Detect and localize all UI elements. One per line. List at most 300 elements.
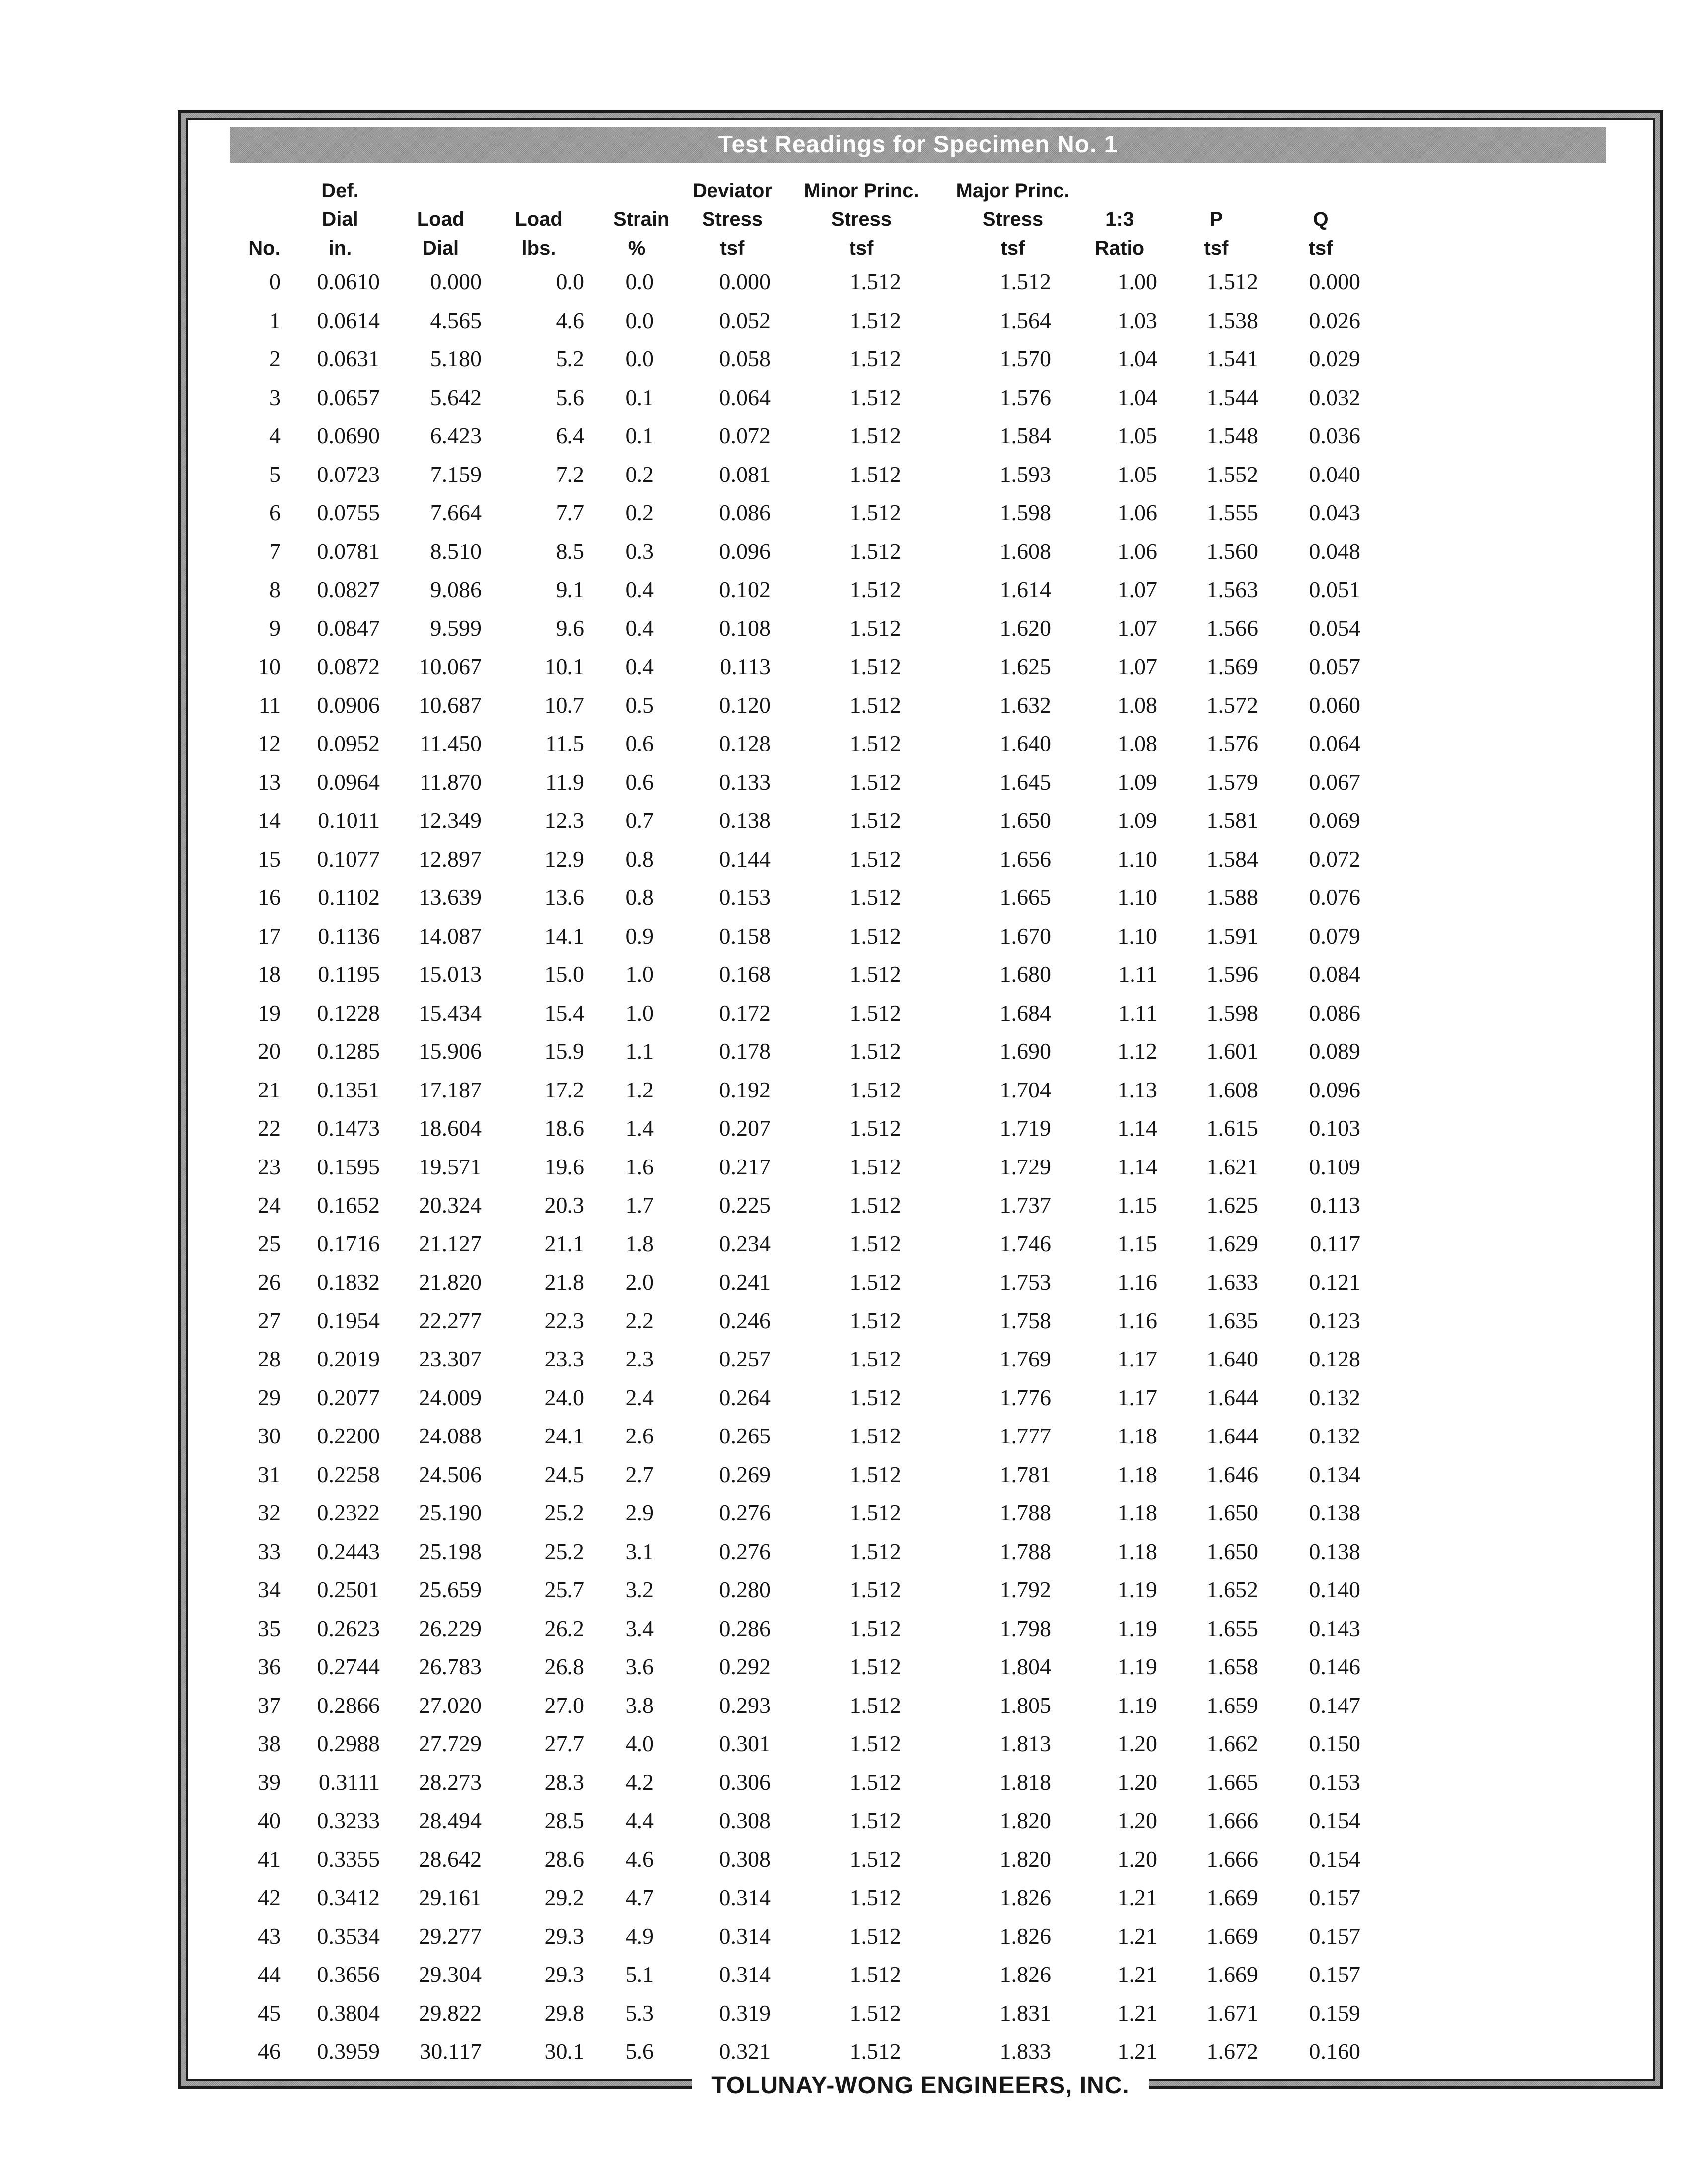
cell-no: 25: [258, 1230, 281, 1256]
cell-strain-pct: 0.4: [625, 615, 654, 641]
cell-strain-pct: 0.4: [625, 654, 654, 680]
cell-strain-pct: 2.2: [625, 1307, 654, 1333]
cell-strain-pct: 0.9: [625, 923, 654, 949]
cell-load-dial: 19.571: [419, 1154, 482, 1179]
cell-def-dial-in: 0.0631: [317, 346, 380, 372]
cell-load-dial: 9.086: [430, 577, 482, 603]
table-row: [213, 1494, 1370, 1532]
cell-strain-pct: 0.5: [625, 692, 654, 718]
cell-load-lbs: 24.0: [544, 1384, 584, 1410]
cell-load-dial: 15.906: [419, 1038, 482, 1064]
cell-minor-princ-stress-tsf: 1.512: [850, 1808, 901, 1834]
cell-load-lbs: 24.1: [544, 1423, 584, 1449]
cell-q-tsf: 0.113: [1310, 1192, 1360, 1218]
column-header-line: tsf: [720, 237, 745, 259]
table-row: [213, 263, 1370, 301]
cell-p-tsf: 1.644: [1206, 1384, 1258, 1410]
cell-def-dial-in: 0.0827: [317, 577, 380, 603]
cell-load-lbs: 27.7: [544, 1731, 584, 1757]
column-header-line: tsf: [1204, 237, 1229, 259]
cell-no: 42: [258, 1885, 281, 1911]
cell-q-tsf: 0.057: [1309, 654, 1360, 680]
cell-p-tsf: 1.662: [1206, 1731, 1258, 1757]
cell-deviator-stress-tsf: 0.308: [719, 1846, 771, 1872]
cell-major-princ-stress-tsf: 1.805: [999, 1692, 1051, 1718]
cell-ratio-1-3: 1.17: [1117, 1384, 1157, 1410]
readings-table: [213, 176, 1370, 2071]
cell-load-lbs: 26.2: [544, 1615, 584, 1641]
table-row: [213, 1032, 1370, 1071]
cell-load-lbs: 30.1: [544, 2039, 584, 2064]
cell-strain-pct: 1.0: [625, 961, 654, 987]
cell-minor-princ-stress-tsf: 1.512: [850, 2039, 901, 2064]
cell-major-princ-stress-tsf: 1.576: [999, 384, 1051, 410]
cell-major-princ-stress-tsf: 1.665: [999, 885, 1051, 910]
cell-ratio-1-3: 1.20: [1117, 1731, 1157, 1757]
cell-def-dial-in: 0.0755: [317, 500, 380, 526]
cell-no: 12: [258, 731, 281, 756]
cell-no: 23: [258, 1154, 281, 1179]
cell-no: 8: [269, 577, 281, 603]
column-header-line: Dial: [322, 208, 358, 230]
cell-p-tsf: 1.652: [1206, 1577, 1258, 1603]
cell-deviator-stress-tsf: 0.207: [719, 1115, 771, 1141]
cell-ratio-1-3: 1.16: [1117, 1269, 1157, 1295]
column-header-load-dial: [392, 176, 489, 263]
cell-minor-princ-stress-tsf: 1.512: [850, 1000, 901, 1025]
cell-load-dial: 20.324: [419, 1192, 482, 1218]
table-row: [213, 763, 1370, 802]
cell-ratio-1-3: 1.10: [1117, 846, 1157, 872]
cell-major-princ-stress-tsf: 1.640: [999, 731, 1051, 756]
cell-minor-princ-stress-tsf: 1.512: [850, 1038, 901, 1064]
cell-p-tsf: 1.548: [1206, 423, 1258, 449]
cell-q-tsf: 0.026: [1309, 307, 1360, 333]
column-header-line: Deviator: [692, 180, 773, 202]
cell-q-tsf: 0.079: [1309, 923, 1360, 949]
cell-no: 18: [258, 961, 281, 987]
table-row: [213, 878, 1370, 917]
table-row: [213, 609, 1370, 648]
cell-p-tsf: 1.588: [1206, 885, 1258, 910]
cell-load-lbs: 15.0: [544, 961, 584, 987]
cell-def-dial-in: 0.1228: [317, 1000, 380, 1025]
title-bar: [230, 127, 1606, 163]
cell-ratio-1-3: 1.21: [1117, 1962, 1157, 1987]
cell-q-tsf: 0.051: [1309, 577, 1360, 603]
cell-load-lbs: 0.0: [556, 269, 584, 295]
cell-load-dial: 30.117: [420, 2039, 482, 2064]
cell-strain-pct: 1.2: [625, 1077, 654, 1102]
cell-no: 37: [258, 1692, 281, 1718]
column-header-ratio-1-3: [1077, 176, 1162, 263]
cell-def-dial-in: 0.1595: [317, 1154, 380, 1179]
cell-deviator-stress-tsf: 0.217: [719, 1154, 771, 1179]
cell-strain-pct: 3.6: [625, 1654, 654, 1680]
cell-minor-princ-stress-tsf: 1.512: [850, 423, 901, 449]
column-header-line: Def.: [321, 180, 359, 202]
table-row: [213, 1763, 1370, 1802]
cell-strain-pct: 2.9: [625, 1500, 654, 1526]
cell-q-tsf: 0.134: [1309, 1461, 1360, 1487]
cell-major-princ-stress-tsf: 1.792: [999, 1577, 1051, 1603]
cell-p-tsf: 1.669: [1206, 1962, 1258, 1987]
cell-deviator-stress-tsf: 0.308: [719, 1808, 771, 1834]
cell-q-tsf: 0.043: [1309, 500, 1360, 526]
column-header-line: tsf: [1308, 237, 1333, 259]
cell-p-tsf: 1.659: [1206, 1692, 1258, 1718]
cell-minor-princ-stress-tsf: 1.512: [850, 384, 901, 410]
cell-load-dial: 23.307: [419, 1346, 482, 1372]
cell-no: 0: [269, 269, 281, 295]
cell-load-dial: 17.187: [419, 1077, 482, 1102]
cell-q-tsf: 0.157: [1309, 1885, 1360, 1911]
cell-p-tsf: 1.512: [1206, 269, 1258, 295]
cell-load-lbs: 8.5: [556, 538, 584, 564]
cell-p-tsf: 1.646: [1206, 1461, 1258, 1487]
cell-q-tsf: 0.140: [1309, 1577, 1360, 1603]
cell-q-tsf: 0.040: [1309, 461, 1360, 487]
cell-major-princ-stress-tsf: 1.593: [999, 461, 1051, 487]
cell-major-princ-stress-tsf: 1.776: [999, 1384, 1051, 1410]
cell-minor-princ-stress-tsf: 1.512: [850, 1923, 901, 1949]
cell-q-tsf: 0.109: [1309, 1154, 1360, 1179]
header-row: [213, 176, 1370, 263]
cell-minor-princ-stress-tsf: 1.512: [850, 654, 901, 680]
cell-def-dial-in: 0.0657: [317, 384, 380, 410]
column-header-line: Stress: [702, 208, 763, 230]
column-header-line: [1077, 176, 1162, 205]
cell-load-dial: 21.820: [419, 1269, 482, 1295]
cell-strain-pct: 0.1: [625, 423, 654, 449]
cell-deviator-stress-tsf: 0.144: [719, 846, 771, 872]
cell-deviator-stress-tsf: 0.319: [719, 2000, 771, 2026]
cell-major-princ-stress-tsf: 1.690: [999, 1038, 1051, 1064]
cell-strain-pct: 2.7: [625, 1461, 654, 1487]
table-row: [213, 301, 1370, 340]
table-row: [213, 1647, 1370, 1686]
cell-major-princ-stress-tsf: 1.650: [999, 808, 1051, 833]
cell-deviator-stress-tsf: 0.138: [719, 808, 771, 833]
cell-no: 34: [258, 1577, 281, 1603]
column-header-line: Load: [515, 208, 563, 230]
cell-strain-pct: 0.8: [625, 885, 654, 910]
cell-strain-pct: 3.4: [625, 1615, 654, 1641]
cell-load-lbs: 19.6: [544, 1154, 584, 1179]
cell-ratio-1-3: 1.12: [1117, 1038, 1157, 1064]
cell-p-tsf: 1.579: [1206, 769, 1258, 795]
cell-def-dial-in: 0.0781: [317, 538, 380, 564]
cell-minor-princ-stress-tsf: 1.512: [850, 1230, 901, 1256]
footer: [692, 2073, 1149, 2099]
cell-def-dial-in: 0.1473: [317, 1115, 380, 1141]
cell-major-princ-stress-tsf: 1.656: [999, 846, 1051, 872]
table-row: [213, 416, 1370, 455]
cell-q-tsf: 0.132: [1309, 1384, 1360, 1410]
cell-strain-pct: 1.1: [625, 1038, 654, 1064]
column-header-deviator-stress-tsf: [660, 176, 775, 263]
cell-def-dial-in: 0.1136: [318, 923, 380, 949]
cell-minor-princ-stress-tsf: 1.512: [850, 1538, 901, 1564]
cell-q-tsf: 0.138: [1309, 1538, 1360, 1564]
cell-load-dial: 11.870: [420, 769, 482, 795]
cell-q-tsf: 0.048: [1309, 538, 1360, 564]
cell-no: 14: [258, 808, 281, 833]
cell-major-princ-stress-tsf: 1.804: [999, 1654, 1051, 1680]
cell-ratio-1-3: 1.09: [1117, 769, 1157, 795]
cell-q-tsf: 0.160: [1309, 2039, 1360, 2064]
cell-load-lbs: 11.5: [545, 731, 584, 756]
table-row: [213, 1724, 1370, 1763]
cell-load-dial: 24.009: [419, 1384, 482, 1410]
cell-major-princ-stress-tsf: 1.781: [999, 1461, 1051, 1487]
cell-def-dial-in: 0.1832: [317, 1269, 380, 1295]
cell-deviator-stress-tsf: 0.314: [719, 1962, 771, 1987]
cell-load-dial: 25.659: [419, 1577, 482, 1603]
table-row: [213, 1532, 1370, 1571]
cell-def-dial-in: 0.0906: [317, 692, 380, 718]
cell-load-lbs: 9.6: [556, 615, 584, 641]
cell-deviator-stress-tsf: 0.306: [719, 1769, 771, 1795]
cell-no: 10: [258, 654, 281, 680]
table-row: [213, 1609, 1370, 1648]
cell-strain-pct: 0.6: [625, 731, 654, 756]
cell-deviator-stress-tsf: 0.265: [719, 1423, 771, 1449]
cell-q-tsf: 0.159: [1309, 2000, 1360, 2026]
cell-deviator-stress-tsf: 0.158: [719, 923, 771, 949]
cell-major-princ-stress-tsf: 1.753: [999, 1269, 1051, 1295]
cell-load-lbs: 20.3: [544, 1192, 584, 1218]
cell-major-princ-stress-tsf: 1.570: [999, 346, 1051, 372]
table-row: [213, 1071, 1370, 1109]
cell-major-princ-stress-tsf: 1.831: [999, 2000, 1051, 2026]
cell-ratio-1-3: 1.18: [1117, 1461, 1157, 1487]
cell-deviator-stress-tsf: 0.276: [719, 1538, 771, 1564]
cell-ratio-1-3: 1.10: [1117, 923, 1157, 949]
cell-p-tsf: 1.669: [1206, 1923, 1258, 1949]
cell-q-tsf: 0.154: [1309, 1808, 1360, 1834]
cell-q-tsf: 0.036: [1309, 423, 1360, 449]
cell-major-princ-stress-tsf: 1.512: [999, 269, 1051, 295]
cell-q-tsf: 0.084: [1309, 961, 1360, 987]
cell-strain-pct: 4.6: [625, 1846, 654, 1872]
cell-strain-pct: 1.6: [625, 1154, 654, 1179]
cell-strain-pct: 3.1: [625, 1538, 654, 1564]
cell-strain-pct: 4.2: [625, 1769, 654, 1795]
cell-major-princ-stress-tsf: 1.826: [999, 1962, 1051, 1987]
cell-load-lbs: 12.9: [544, 846, 584, 872]
cell-def-dial-in: 0.2258: [317, 1461, 380, 1487]
table-row: [213, 570, 1370, 609]
cell-strain-pct: 4.7: [625, 1885, 654, 1911]
cell-q-tsf: 0.121: [1309, 1269, 1360, 1295]
cell-load-dial: 21.127: [419, 1230, 482, 1256]
cell-load-dial: 7.159: [430, 461, 482, 487]
cell-load-lbs: 18.6: [544, 1115, 584, 1141]
cell-ratio-1-3: 1.05: [1117, 423, 1157, 449]
cell-load-lbs: 26.8: [544, 1654, 584, 1680]
column-header-line: P: [1209, 208, 1223, 230]
cell-strain-pct: 5.3: [625, 2000, 654, 2026]
cell-p-tsf: 1.650: [1206, 1500, 1258, 1526]
cell-deviator-stress-tsf: 0.128: [719, 731, 771, 756]
table-row: [213, 1340, 1370, 1378]
cell-load-dial: 9.599: [430, 615, 482, 641]
cell-load-dial: 18.604: [419, 1115, 482, 1141]
column-header-line: Stress: [982, 208, 1044, 230]
cell-load-lbs: 7.7: [556, 500, 584, 526]
cell-deviator-stress-tsf: 0.257: [719, 1346, 771, 1372]
cell-p-tsf: 1.566: [1206, 615, 1258, 641]
cell-q-tsf: 0.072: [1309, 846, 1360, 872]
cell-load-dial: 29.822: [419, 2000, 482, 2026]
cell-p-tsf: 1.666: [1206, 1846, 1258, 1872]
cell-p-tsf: 1.650: [1206, 1538, 1258, 1564]
cell-q-tsf: 0.150: [1309, 1731, 1360, 1757]
cell-strain-pct: 5.6: [625, 2039, 654, 2064]
column-header-minor-princ-stress-tsf: [775, 176, 923, 263]
cell-ratio-1-3: 1.15: [1117, 1192, 1157, 1218]
cell-def-dial-in: 0.2623: [317, 1615, 380, 1641]
cell-ratio-1-3: 1.08: [1117, 731, 1157, 756]
cell-strain-pct: 0.4: [625, 577, 654, 603]
cell-load-lbs: 23.3: [544, 1346, 584, 1372]
cell-q-tsf: 0.064: [1309, 731, 1360, 756]
cell-no: 46: [258, 2039, 281, 2064]
cell-no: 44: [258, 1962, 281, 1987]
cell-ratio-1-3: 1.03: [1117, 307, 1157, 333]
cell-deviator-stress-tsf: 0.241: [719, 1269, 771, 1295]
cell-load-dial: 26.783: [419, 1654, 482, 1680]
cell-load-lbs: 14.1: [544, 923, 584, 949]
cell-load-lbs: 29.8: [544, 2000, 584, 2026]
cell-deviator-stress-tsf: 0.052: [719, 307, 771, 333]
cell-no: 9: [269, 615, 281, 641]
cell-ratio-1-3: 1.07: [1117, 654, 1157, 680]
cell-def-dial-in: 0.3233: [317, 1808, 380, 1834]
cell-minor-princ-stress-tsf: 1.512: [850, 1692, 901, 1718]
cell-load-dial: 29.277: [419, 1923, 482, 1949]
cell-p-tsf: 1.538: [1206, 307, 1258, 333]
cell-no: 40: [258, 1808, 281, 1834]
cell-ratio-1-3: 1.07: [1117, 615, 1157, 641]
cell-ratio-1-3: 1.04: [1117, 346, 1157, 372]
cell-load-lbs: 28.5: [544, 1808, 584, 1834]
table-row: [213, 1417, 1370, 1455]
cell-q-tsf: 0.157: [1309, 1923, 1360, 1949]
cell-p-tsf: 1.665: [1206, 1769, 1258, 1795]
cell-major-princ-stress-tsf: 1.670: [999, 923, 1051, 949]
column-header-no: [213, 176, 288, 263]
cell-no: 24: [258, 1192, 281, 1218]
cell-no: 43: [258, 1923, 281, 1949]
cell-major-princ-stress-tsf: 1.826: [999, 1923, 1051, 1949]
cell-q-tsf: 0.054: [1309, 615, 1360, 641]
cell-deviator-stress-tsf: 0.225: [719, 1192, 771, 1218]
cell-no: 41: [258, 1846, 281, 1872]
column-header-line: Major Princ.: [956, 180, 1070, 202]
cell-ratio-1-3: 1.04: [1117, 384, 1157, 410]
cell-p-tsf: 1.584: [1206, 846, 1258, 872]
cell-ratio-1-3: 1.18: [1117, 1423, 1157, 1449]
cell-load-dial: 29.304: [419, 1962, 482, 1987]
cell-load-dial: 24.506: [419, 1461, 482, 1487]
cell-q-tsf: 0.123: [1309, 1307, 1360, 1333]
cell-def-dial-in: 0.0723: [317, 461, 380, 487]
cell-deviator-stress-tsf: 0.096: [719, 538, 771, 564]
column-header-line: Load: [417, 208, 465, 230]
cell-ratio-1-3: 1.21: [1117, 2000, 1157, 2026]
cell-strain-pct: 3.8: [625, 1692, 654, 1718]
cell-strain-pct: 0.0: [625, 346, 654, 372]
cell-no: 6: [269, 500, 281, 526]
cell-q-tsf: 0.069: [1309, 808, 1360, 833]
cell-load-dial: 24.088: [419, 1423, 482, 1449]
cell-load-dial: 12.349: [419, 808, 482, 833]
cell-no: 32: [258, 1500, 281, 1526]
column-header-line: Stress: [831, 208, 892, 230]
cell-deviator-stress-tsf: 0.086: [719, 500, 771, 526]
cell-p-tsf: 1.572: [1206, 692, 1258, 718]
cell-minor-princ-stress-tsf: 1.512: [850, 808, 901, 833]
cell-def-dial-in: 0.3656: [317, 1962, 380, 1987]
table-row: [213, 1225, 1370, 1263]
cell-load-lbs: 29.3: [544, 1962, 584, 1987]
cell-ratio-1-3: 1.11: [1118, 961, 1157, 987]
cell-deviator-stress-tsf: 0.081: [719, 461, 771, 487]
cell-def-dial-in: 0.0847: [317, 615, 380, 641]
cell-p-tsf: 1.541: [1206, 346, 1258, 372]
cell-load-dial: 28.494: [419, 1808, 482, 1834]
cell-p-tsf: 1.671: [1206, 2000, 1258, 2026]
cell-minor-princ-stress-tsf: 1.512: [850, 923, 901, 949]
column-header-line: Dial: [422, 237, 459, 259]
table-row: [213, 1878, 1370, 1917]
table-row: [213, 1455, 1370, 1494]
cell-deviator-stress-tsf: 0.113: [720, 654, 771, 680]
cell-p-tsf: 1.621: [1206, 1154, 1258, 1179]
cell-load-lbs: 25.2: [544, 1538, 584, 1564]
cell-deviator-stress-tsf: 0.102: [719, 577, 771, 603]
column-header-line: No.: [248, 237, 281, 259]
column-header-q-tsf: [1271, 176, 1370, 263]
cell-load-lbs: 10.1: [544, 654, 584, 680]
cell-ratio-1-3: 1.16: [1117, 1307, 1157, 1333]
cell-minor-princ-stress-tsf: 1.512: [850, 1423, 901, 1449]
cell-strain-pct: 1.8: [625, 1230, 654, 1256]
cell-strain-pct: 0.0: [625, 307, 654, 333]
cell-load-lbs: 6.4: [556, 423, 584, 449]
cell-def-dial-in: 0.2019: [317, 1346, 380, 1372]
cell-deviator-stress-tsf: 0.292: [719, 1654, 771, 1680]
table-row: [213, 1378, 1370, 1417]
cell-p-tsf: 1.672: [1206, 2039, 1258, 2064]
cell-deviator-stress-tsf: 0.314: [719, 1923, 771, 1949]
cell-load-lbs: 10.7: [544, 692, 584, 718]
cell-deviator-stress-tsf: 0.280: [719, 1577, 771, 1603]
cell-strain-pct: 1.0: [625, 1000, 654, 1025]
cell-no: 30: [258, 1423, 281, 1449]
cell-load-lbs: 25.2: [544, 1500, 584, 1526]
column-header-major-princ-stress-tsf: [923, 176, 1077, 263]
cell-minor-princ-stress-tsf: 1.512: [850, 1846, 901, 1872]
cell-major-princ-stress-tsf: 1.620: [999, 615, 1051, 641]
cell-minor-princ-stress-tsf: 1.512: [850, 1654, 901, 1680]
cell-no: 11: [258, 692, 281, 718]
cell-no: 29: [258, 1384, 281, 1410]
cell-ratio-1-3: 1.06: [1117, 538, 1157, 564]
cell-strain-pct: 0.7: [625, 808, 654, 833]
